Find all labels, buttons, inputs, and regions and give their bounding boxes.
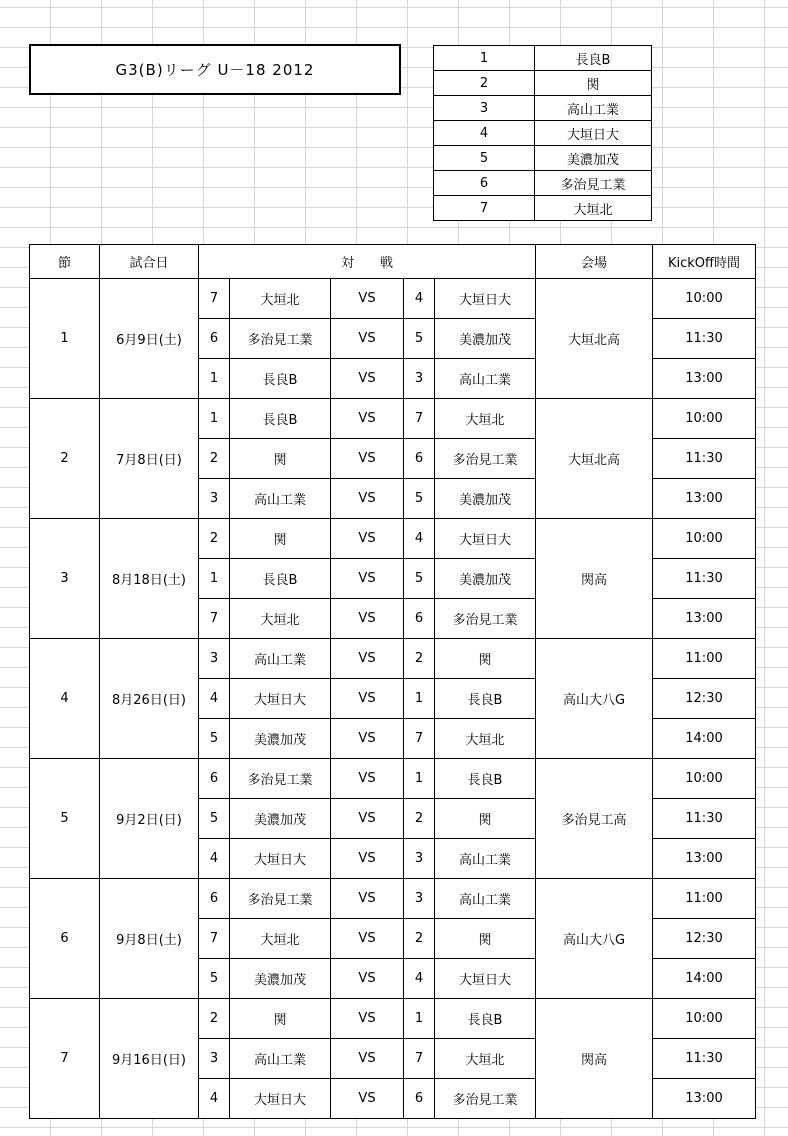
home-team-name: 多治見工業 (230, 759, 331, 799)
away-team-name: 関 (435, 639, 536, 679)
team-row (434, 46, 652, 71)
home-team-name: 大垣北 (230, 279, 331, 319)
kickoff-time: 11:30 (653, 799, 756, 839)
header-kickoff: KickOff時間 (653, 245, 756, 279)
team-name: 大垣日大 (535, 121, 652, 146)
team-row (434, 71, 652, 96)
kickoff-time: 13:00 (653, 359, 756, 399)
away-team-number: 5 (404, 479, 435, 519)
round-date: 9月8日(土) (100, 879, 199, 999)
team-name: 関 (535, 71, 652, 96)
kickoff-time: 10:00 (653, 279, 756, 319)
kickoff-time: 12:30 (653, 679, 756, 719)
home-team-number: 2 (199, 999, 230, 1039)
round-venue: 高山大八G (536, 879, 653, 999)
round-venue: 関高 (536, 999, 653, 1119)
away-team-name: 多治見工業 (435, 439, 536, 479)
kickoff-time: 14:00 (653, 959, 756, 999)
header-venue: 会場 (536, 245, 653, 279)
round-date: 6月9日(土) (100, 279, 199, 399)
home-team-name: 長良B (230, 559, 331, 599)
home-team-name: 関 (230, 439, 331, 479)
vs-label: VS (331, 359, 404, 399)
round-venue: 多治見工高 (536, 759, 653, 879)
round-venue: 高山大八G (536, 639, 653, 759)
vs-label: VS (331, 679, 404, 719)
home-team-number: 5 (199, 799, 230, 839)
away-team-name: 長良B (435, 679, 536, 719)
kickoff-time: 10:00 (653, 399, 756, 439)
away-team-number: 4 (404, 519, 435, 559)
vs-label: VS (331, 919, 404, 959)
vs-label: VS (331, 559, 404, 599)
schedule-table (29, 244, 756, 1119)
home-team-name: 高山工業 (230, 479, 331, 519)
away-team-name: 大垣北 (435, 719, 536, 759)
schedule-body (30, 245, 756, 1119)
round-number: 3 (30, 519, 100, 639)
away-team-number: 6 (404, 439, 435, 479)
team-number: 6 (434, 171, 535, 196)
home-team-name: 大垣北 (230, 599, 331, 639)
vs-label: VS (331, 839, 404, 879)
away-team-name: 大垣日大 (435, 959, 536, 999)
home-team-name: 美濃加茂 (230, 799, 331, 839)
home-team-number: 7 (199, 599, 230, 639)
home-team-number: 3 (199, 1039, 230, 1079)
kickoff-time: 11:30 (653, 1039, 756, 1079)
home-team-name: 大垣日大 (230, 679, 331, 719)
away-team-number: 3 (404, 839, 435, 879)
kickoff-time: 13:00 (653, 599, 756, 639)
vs-label: VS (331, 1079, 404, 1119)
away-team-name: 多治見工業 (435, 1079, 536, 1119)
away-team-number: 7 (404, 1039, 435, 1079)
away-team-name: 長良B (435, 759, 536, 799)
home-team-name: 大垣日大 (230, 1079, 331, 1119)
vs-label: VS (331, 1039, 404, 1079)
team-number: 7 (434, 196, 535, 221)
match-row (30, 759, 756, 799)
team-list-body (434, 46, 652, 221)
away-team-number: 6 (404, 1079, 435, 1119)
round-venue: 関高 (536, 519, 653, 639)
kickoff-time: 13:00 (653, 1079, 756, 1119)
round-venue: 大垣北高 (536, 399, 653, 519)
vs-label: VS (331, 999, 404, 1039)
home-team-number: 7 (199, 279, 230, 319)
away-team-number: 5 (404, 319, 435, 359)
home-team-number: 3 (199, 479, 230, 519)
away-team-name: 大垣北 (435, 1039, 536, 1079)
match-row (30, 519, 756, 559)
away-team-number: 7 (404, 399, 435, 439)
away-team-name: 大垣日大 (435, 279, 536, 319)
vs-label: VS (331, 519, 404, 559)
away-team-number: 3 (404, 879, 435, 919)
vs-label: VS (331, 319, 404, 359)
away-team-name: 長良B (435, 999, 536, 1039)
round-number: 2 (30, 399, 100, 519)
home-team-name: 多治見工業 (230, 319, 331, 359)
team-name: 美濃加茂 (535, 146, 652, 171)
vs-label: VS (331, 599, 404, 639)
team-list-table (433, 45, 652, 221)
round-date: 9月16日(日) (100, 999, 199, 1119)
vs-label: VS (331, 279, 404, 319)
home-team-number: 1 (199, 399, 230, 439)
home-team-number: 3 (199, 639, 230, 679)
home-team-number: 5 (199, 959, 230, 999)
home-team-number: 4 (199, 839, 230, 879)
team-name: 多治見工業 (535, 171, 652, 196)
home-team-name: 美濃加茂 (230, 959, 331, 999)
vs-label: VS (331, 799, 404, 839)
team-row (434, 196, 652, 221)
round-date: 8月26日(日) (100, 639, 199, 759)
away-team-name: 高山工業 (435, 359, 536, 399)
team-number: 3 (434, 96, 535, 121)
team-number: 2 (434, 71, 535, 96)
home-team-number: 6 (199, 319, 230, 359)
home-team-number: 5 (199, 719, 230, 759)
team-row (434, 146, 652, 171)
kickoff-time: 14:00 (653, 719, 756, 759)
round-number: 5 (30, 759, 100, 879)
kickoff-time: 10:00 (653, 759, 756, 799)
home-team-name: 高山工業 (230, 639, 331, 679)
away-team-number: 2 (404, 799, 435, 839)
round-number: 4 (30, 639, 100, 759)
home-team-number: 6 (199, 879, 230, 919)
home-team-number: 7 (199, 919, 230, 959)
round-date: 8月18日(土) (100, 519, 199, 639)
round-number: 6 (30, 879, 100, 999)
match-row (30, 639, 756, 679)
home-team-name: 大垣日大 (230, 839, 331, 879)
away-team-number: 4 (404, 279, 435, 319)
home-team-number: 2 (199, 439, 230, 479)
team-row (434, 96, 652, 121)
kickoff-time: 13:00 (653, 839, 756, 879)
kickoff-time: 11:30 (653, 439, 756, 479)
schedule-header-row (30, 245, 756, 279)
team-number: 5 (434, 146, 535, 171)
away-team-name: 大垣北 (435, 399, 536, 439)
away-team-name: 美濃加茂 (435, 479, 536, 519)
away-team-number: 7 (404, 719, 435, 759)
away-team-number: 1 (404, 759, 435, 799)
vs-label: VS (331, 879, 404, 919)
away-team-number: 2 (404, 919, 435, 959)
away-team-name: 美濃加茂 (435, 319, 536, 359)
away-team-number: 4 (404, 959, 435, 999)
match-row (30, 279, 756, 319)
away-team-name: 高山工業 (435, 879, 536, 919)
header-match: 対 戦 (199, 245, 536, 279)
kickoff-time: 10:00 (653, 519, 756, 559)
away-team-name: 大垣日大 (435, 519, 536, 559)
vs-label: VS (331, 439, 404, 479)
away-team-number: 1 (404, 999, 435, 1039)
kickoff-time: 11:30 (653, 319, 756, 359)
away-team-number: 6 (404, 599, 435, 639)
round-number: 1 (30, 279, 100, 399)
away-team-name: 美濃加茂 (435, 559, 536, 599)
round-date: 9月2日(日) (100, 759, 199, 879)
team-row (434, 121, 652, 146)
home-team-number: 4 (199, 1079, 230, 1119)
team-name: 長良B (535, 46, 652, 71)
home-team-name: 長良B (230, 399, 331, 439)
home-team-name: 大垣北 (230, 919, 331, 959)
home-team-name: 関 (230, 999, 331, 1039)
kickoff-time: 13:00 (653, 479, 756, 519)
away-team-number: 3 (404, 359, 435, 399)
kickoff-time: 11:00 (653, 639, 756, 679)
away-team-name: 多治見工業 (435, 599, 536, 639)
team-number: 1 (434, 46, 535, 71)
header-date: 試合日 (100, 245, 199, 279)
home-team-number: 1 (199, 559, 230, 599)
vs-label: VS (331, 399, 404, 439)
vs-label: VS (331, 479, 404, 519)
round-number: 7 (30, 999, 100, 1119)
vs-label: VS (331, 639, 404, 679)
home-team-name: 高山工業 (230, 1039, 331, 1079)
vs-label: VS (331, 959, 404, 999)
home-team-number: 4 (199, 679, 230, 719)
home-team-name: 関 (230, 519, 331, 559)
vs-label: VS (331, 759, 404, 799)
vs-label: VS (331, 719, 404, 759)
team-row (434, 171, 652, 196)
home-team-number: 6 (199, 759, 230, 799)
match-row (30, 999, 756, 1039)
home-team-name: 多治見工業 (230, 879, 331, 919)
home-team-number: 2 (199, 519, 230, 559)
team-name: 大垣北 (535, 196, 652, 221)
kickoff-time: 10:00 (653, 999, 756, 1039)
kickoff-time: 12:30 (653, 919, 756, 959)
round-venue: 大垣北高 (536, 279, 653, 399)
away-team-name: 関 (435, 919, 536, 959)
kickoff-time: 11:30 (653, 559, 756, 599)
home-team-number: 1 (199, 359, 230, 399)
team-number: 4 (434, 121, 535, 146)
team-name: 高山工業 (535, 96, 652, 121)
header-setsu: 節 (30, 245, 100, 279)
away-team-name: 関 (435, 799, 536, 839)
sheet-title: G3(B)リーグ U－18 2012 (29, 44, 401, 95)
match-row (30, 879, 756, 919)
away-team-name: 高山工業 (435, 839, 536, 879)
match-row (30, 399, 756, 439)
kickoff-time: 11:00 (653, 879, 756, 919)
home-team-name: 長良B (230, 359, 331, 399)
away-team-number: 5 (404, 559, 435, 599)
home-team-name: 美濃加茂 (230, 719, 331, 759)
away-team-number: 2 (404, 639, 435, 679)
away-team-number: 1 (404, 679, 435, 719)
round-date: 7月8日(日) (100, 399, 199, 519)
